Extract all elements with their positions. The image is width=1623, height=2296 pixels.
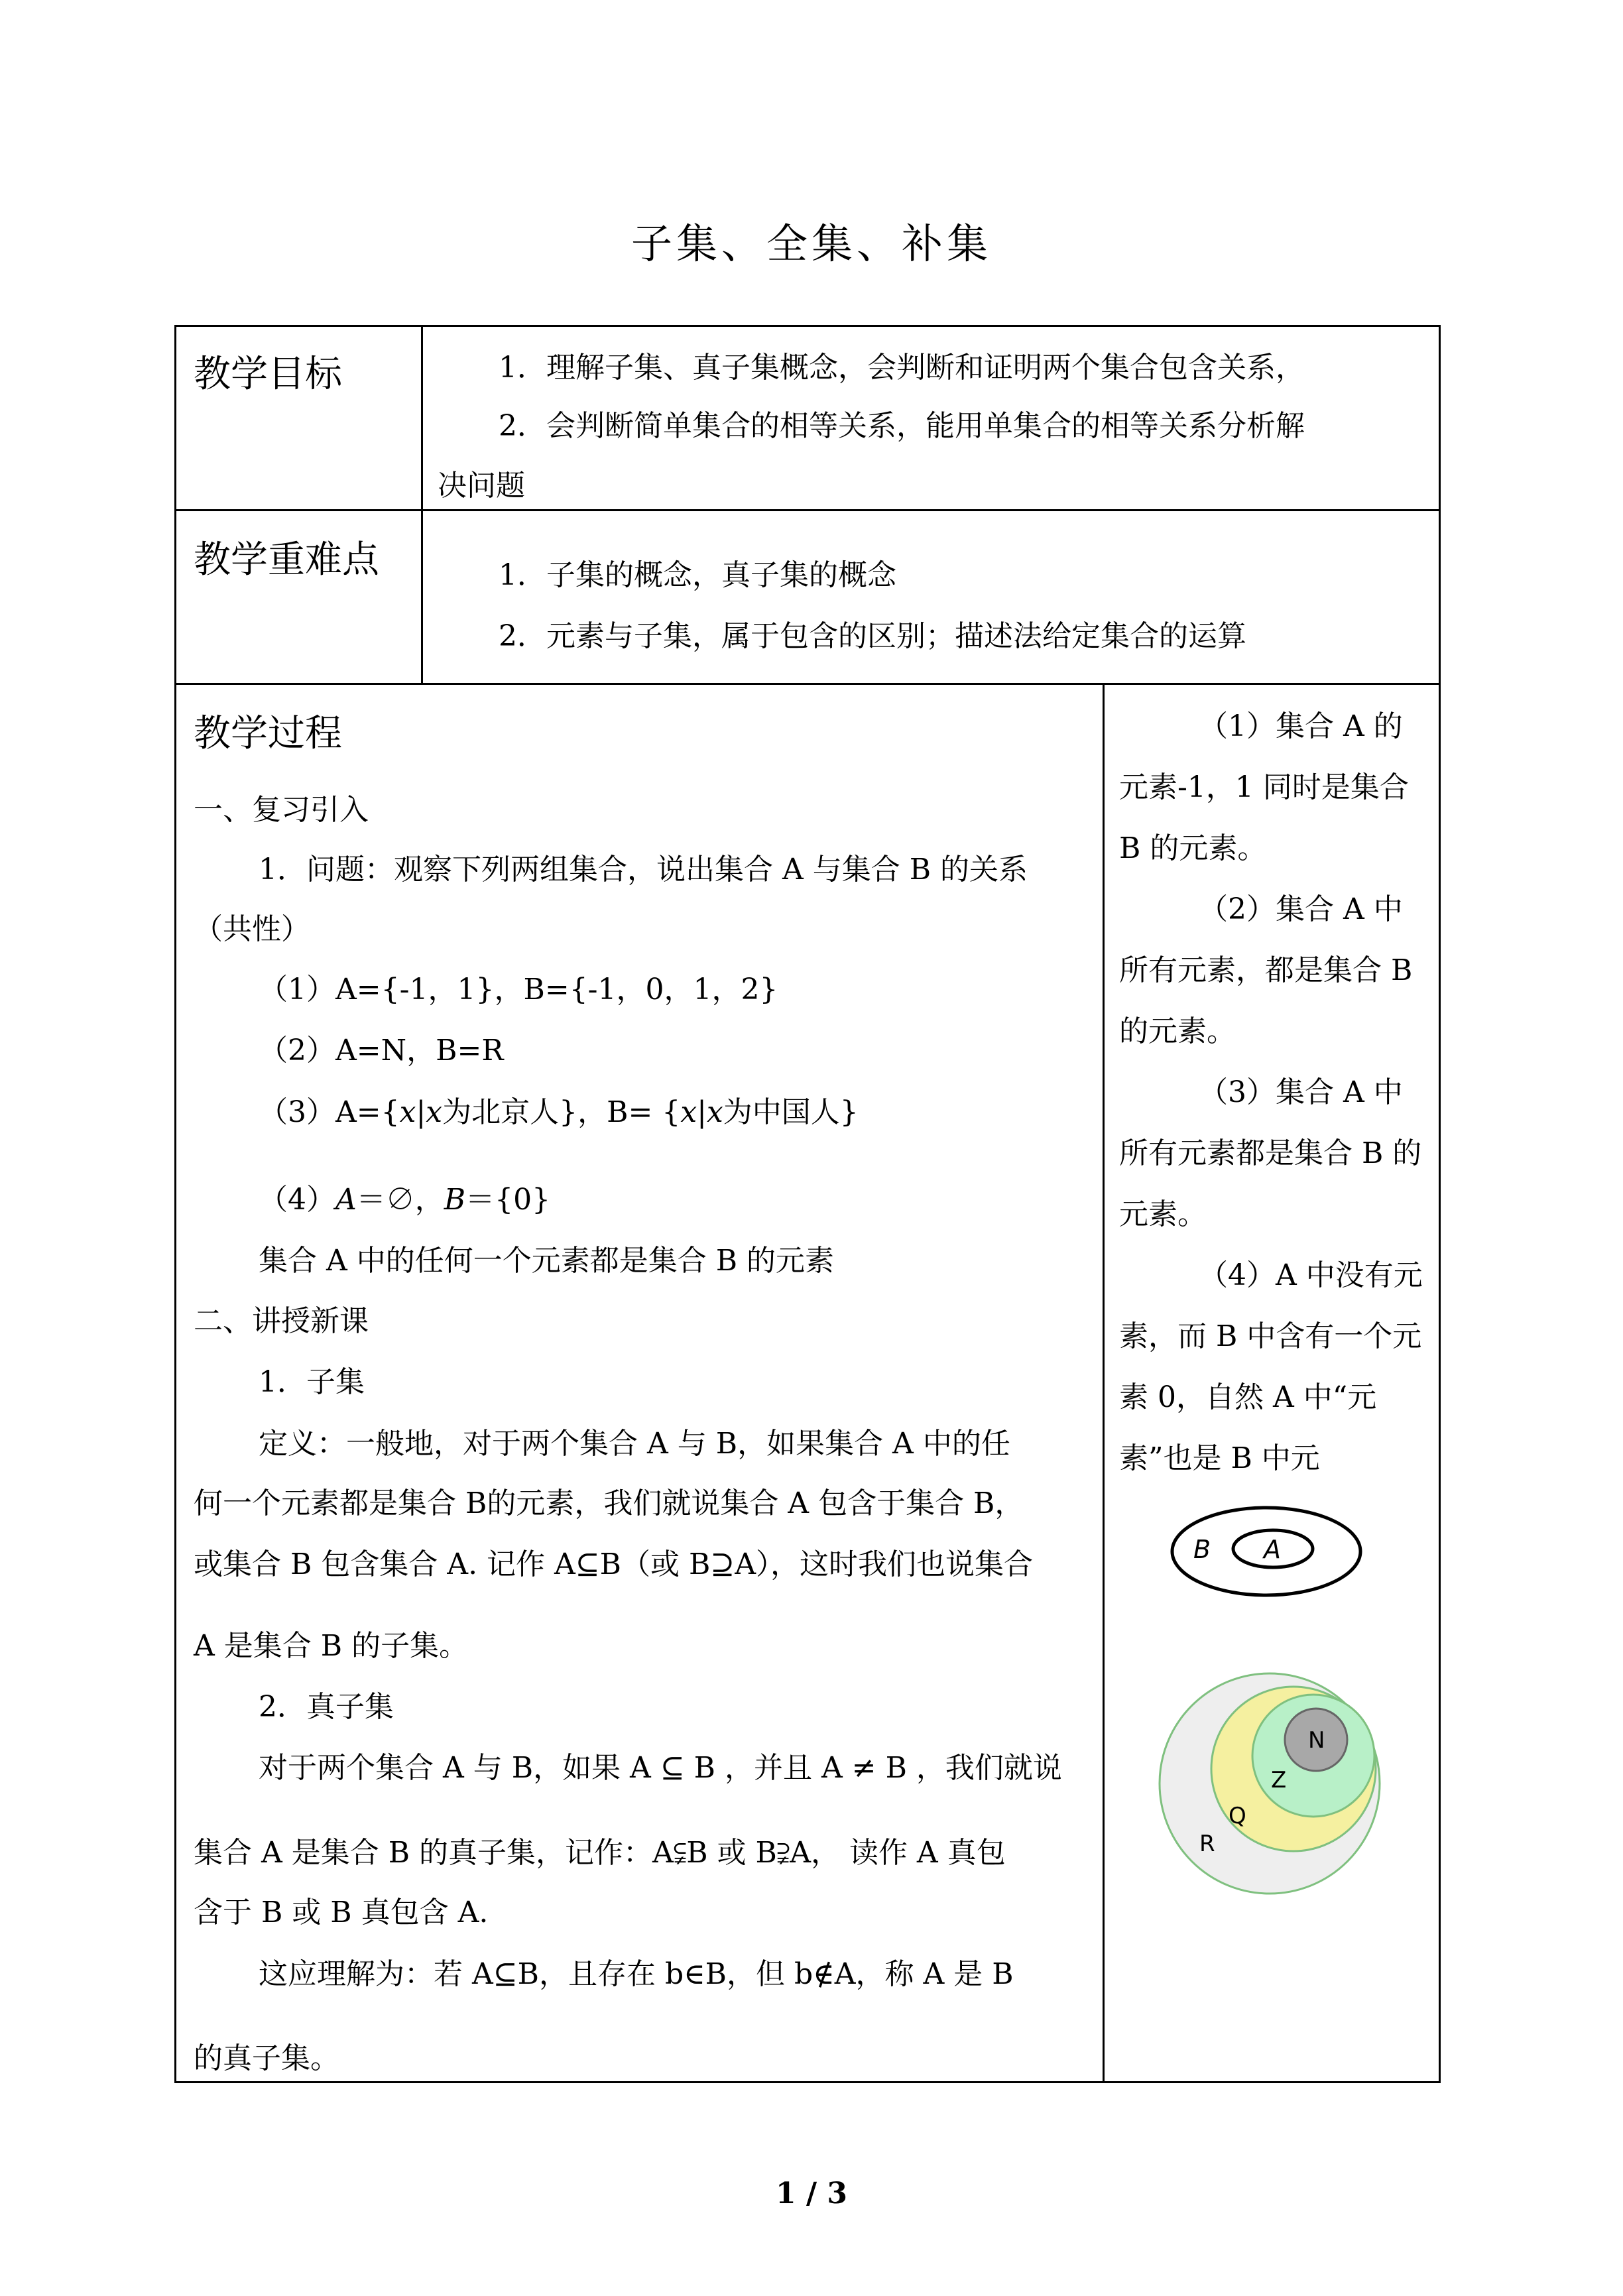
proper-subset-text: 的真子集。 — [194, 2041, 339, 2075]
proper-subset-text: 集合 A 是集合 B 的真子集，记作：A⫋B 或 B⫌A， 读作 A 真包 — [194, 1836, 1006, 1870]
proper-subset-text: 对于两个集合 A 与 B，如果 A ⊆ B ，并且 A ≠ B ，我们就说 — [259, 1751, 1062, 1785]
process-label: 教学过程 — [194, 712, 342, 755]
page-title: 子集、全集、补集 — [631, 219, 992, 268]
section-heading: 二、讲授新课 — [194, 1304, 369, 1338]
set-q-label: Q — [1229, 1803, 1246, 1829]
row-divider — [174, 509, 1441, 511]
col-divider — [421, 325, 423, 684]
page-number: 1 / 3 — [776, 2177, 847, 2210]
question-text: （共性） — [194, 912, 310, 946]
proper-subset-text: 含于 B 或 B 真包含 A. — [194, 1896, 489, 1929]
objectives-label: 教学目标 — [194, 353, 342, 396]
key-point-item: 2．元素与子集，属于包含的区别；描述法给定集合的运算 — [499, 619, 1246, 653]
sidebar-note: （1）集合 A 的元素-1，1 同时是集合 B 的元素。 — [1119, 709, 1409, 865]
conclusion-text: 集合 A 中的任何一个元素都是集合 B 的元素 — [259, 1244, 835, 1278]
set-b-label: B — [1193, 1535, 1211, 1564]
example-line: （2）A=N，B=R — [259, 1034, 504, 1067]
question-text: 1．问题：观察下列两组集合，说出集合 A 与集合 B 的关系 — [259, 853, 1028, 886]
example-line: （4）A＝∅，B＝{0} — [259, 1183, 551, 1217]
sidebar-notes — [1119, 696, 1431, 1489]
col-divider — [1103, 683, 1105, 2083]
section-heading: 一、复习引入 — [194, 793, 369, 827]
example-line: （1）A={-1，1}，B={-1，0，1，2} — [259, 973, 778, 1006]
key-point-item: 1．子集的概念，真子集的概念 — [499, 558, 896, 592]
set-n-label: N — [1308, 1727, 1325, 1754]
objective-item: 决问题 — [438, 469, 525, 503]
number-sets-diagram — [1157, 1671, 1382, 1896]
definition-text: 何一个元素都是集合 B的元素，我们就说集合 A 包含于集合 B， — [194, 1486, 1024, 1520]
row-divider — [174, 683, 1441, 685]
objective-item: 2．会判断简单集合的相等关系，能用单集合的相等关系分析解 — [499, 409, 1305, 443]
example-line: （3）A={x|x为北京人}，B= {x|x为中国人} — [259, 1095, 859, 1129]
set-r-label: R — [1199, 1831, 1215, 1857]
set-z-label: Z — [1271, 1767, 1287, 1793]
proper-subset-text: 这应理解为：若 A⊆B，且存在 b∈B，但 b∉A，称 A 是 B — [259, 1957, 1014, 1991]
key-points-label: 教学重难点 — [194, 538, 379, 581]
definition-text: 定义：一般地，对于两个集合 A 与 B，如果集合 A 中的任 — [259, 1427, 1010, 1461]
subset-venn-diagram — [1167, 1498, 1366, 1604]
sidebar-note: （4）A 中没有元素，而 B 中含有一个元素 0，自然 A 中“元素”也是 B 中元 — [1119, 1258, 1423, 1475]
objective-item: 1．理解子集、真子集概念，会判断和证明两个集合包含关系， — [499, 351, 1305, 385]
subsection-heading: 2．真子集 — [259, 1690, 394, 1724]
sidebar-note: （2）集合 A 中所有元素，都是集合 B 的元素。 — [1119, 892, 1413, 1048]
set-a-label: A — [1264, 1535, 1281, 1564]
subsection-heading: 1．子集 — [259, 1365, 365, 1399]
definition-text: A 是集合 B 的子集。 — [194, 1629, 469, 1663]
definition-text: 或集合 B 包含集合 A. 记作 A⊆B（或 B⊇A），这时我们也说集合 — [194, 1547, 1033, 1581]
sidebar-note: （3）集合 A 中所有元素都是集合 B 的元素。 — [1119, 1075, 1422, 1231]
